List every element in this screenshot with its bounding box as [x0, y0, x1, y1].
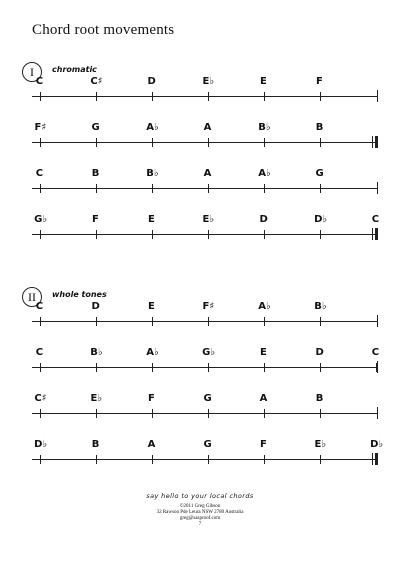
- chord-symbol: E♭: [314, 439, 327, 450]
- chord-symbol: A♭: [146, 347, 159, 358]
- beat-tick: [152, 138, 153, 147]
- beat-tick: [40, 409, 41, 418]
- beat-tick: [320, 409, 321, 418]
- chord-symbol: C: [371, 214, 380, 225]
- chord-symbol: D: [91, 301, 100, 312]
- beat-tick: [264, 317, 265, 326]
- chord-symbol: G: [203, 439, 212, 450]
- beat-tick: [96, 363, 97, 372]
- beat-tick: [40, 184, 41, 193]
- chord-staff: [32, 216, 378, 240]
- beat-tick: [320, 138, 321, 147]
- chord-symbol: A: [203, 168, 212, 179]
- double-barline: [372, 136, 378, 148]
- chord-symbol: D♭: [34, 439, 48, 450]
- beat-tick: [320, 184, 321, 193]
- footer-email: greg@sasproof.com: [179, 516, 221, 521]
- chord-symbol: C: [35, 76, 44, 87]
- staff-line: [32, 96, 378, 97]
- beat-tick: [320, 317, 321, 326]
- staff-line: [32, 234, 378, 235]
- chord-symbol: G: [315, 168, 324, 179]
- chord-symbol: F: [147, 393, 155, 404]
- chord-symbol: B♭: [90, 347, 103, 358]
- chord-staff: [32, 303, 378, 327]
- footer-slogan: say hello to your local chords: [146, 492, 254, 500]
- page-title: Chord root movements: [32, 22, 175, 38]
- chord-symbol: C♯: [90, 76, 103, 87]
- beat-tick: [40, 317, 41, 326]
- chord-symbol: G: [91, 122, 100, 133]
- beat-tick: [264, 138, 265, 147]
- beat-tick: [208, 92, 209, 101]
- beat-tick: [320, 363, 321, 372]
- chord-symbol: D: [315, 347, 324, 358]
- chord-staff: [32, 395, 378, 419]
- double-barline: [372, 228, 378, 240]
- beat-tick: [208, 409, 209, 418]
- chord-symbol: B♭: [314, 301, 327, 312]
- beat-tick: [152, 184, 153, 193]
- chord-symbol: E: [259, 76, 267, 87]
- beat-tick: [208, 455, 209, 464]
- chord-symbol: D♭: [370, 439, 384, 450]
- chord-symbol: E: [259, 347, 267, 358]
- single-barline: [377, 361, 378, 373]
- section-numeral: II: [22, 287, 42, 307]
- chord-symbol: D: [259, 214, 268, 225]
- staff-line: [32, 459, 378, 460]
- chord-symbol: F♯: [202, 301, 215, 312]
- beat-tick: [264, 409, 265, 418]
- beat-tick: [208, 184, 209, 193]
- footer-address: 32 Rawson Pde Leura NSW 2780 Australia: [156, 510, 244, 515]
- chord-symbol: B♭: [146, 168, 159, 179]
- beat-tick: [152, 317, 153, 326]
- chord-symbol: A♭: [258, 301, 271, 312]
- chord-symbol: F: [315, 76, 323, 87]
- beat-tick: [208, 230, 209, 239]
- chord-symbol: C: [35, 301, 44, 312]
- chord-symbol: B: [91, 439, 100, 450]
- chord-symbol: G♭: [202, 347, 216, 358]
- chord-symbol: E♭: [202, 76, 215, 87]
- chord-symbol: G♭: [34, 214, 48, 225]
- footer-copyright: ©2011 Greg Gibson: [179, 504, 221, 509]
- beat-tick: [96, 455, 97, 464]
- chord-symbol: A: [203, 122, 212, 133]
- beat-tick: [152, 409, 153, 418]
- staff-line: [32, 321, 378, 322]
- beat-tick: [264, 363, 265, 372]
- chord-symbol: A♭: [146, 122, 159, 133]
- chord-symbol: F: [259, 439, 267, 450]
- beat-tick: [96, 230, 97, 239]
- section-label: whole tones: [52, 290, 107, 299]
- beat-tick: [96, 184, 97, 193]
- chord-staff: [32, 439, 384, 465]
- chord-symbol: E: [147, 214, 155, 225]
- beat-tick: [40, 92, 41, 101]
- chord-symbol: C: [35, 168, 44, 179]
- beat-tick: [40, 138, 41, 147]
- chord-symbol: F: [91, 214, 99, 225]
- single-barline: [377, 315, 378, 327]
- staff-line: [32, 188, 378, 189]
- beat-tick: [320, 92, 321, 101]
- staff-line: [32, 367, 378, 368]
- chord-symbol: C: [371, 347, 380, 358]
- beat-tick: [40, 230, 41, 239]
- chord-staff: [32, 124, 378, 148]
- beat-tick: [96, 138, 97, 147]
- page-number: 7: [198, 522, 202, 527]
- chord-staff: [32, 78, 378, 102]
- chord-symbol: E♭: [90, 393, 103, 404]
- beat-tick: [40, 455, 41, 464]
- staff-line: [32, 413, 378, 414]
- beat-tick: [152, 92, 153, 101]
- chord-symbol: E♭: [202, 214, 215, 225]
- chord-symbol: C: [35, 347, 44, 358]
- chord-staff: [32, 349, 378, 373]
- chord-symbol: B: [315, 393, 324, 404]
- beat-tick: [208, 363, 209, 372]
- beat-tick: [152, 363, 153, 372]
- chord-symbol: A♭: [258, 168, 271, 179]
- chord-symbol: B: [91, 168, 100, 179]
- beat-tick: [96, 92, 97, 101]
- section-label: chromatic: [52, 65, 97, 74]
- chord-staff: [32, 170, 378, 194]
- chord-symbol: B: [315, 122, 324, 133]
- section-numeral: I: [22, 62, 42, 82]
- beat-tick: [152, 455, 153, 464]
- chord-symbol: D♭: [314, 214, 328, 225]
- beat-tick: [208, 317, 209, 326]
- beat-tick: [208, 138, 209, 147]
- beat-tick: [264, 230, 265, 239]
- beat-tick: [40, 363, 41, 372]
- single-barline: [377, 407, 378, 419]
- chord-symbol: E: [147, 301, 155, 312]
- single-barline: [377, 90, 378, 102]
- beat-tick: [320, 230, 321, 239]
- chord-symbol: B♭: [258, 122, 271, 133]
- beat-tick: [264, 455, 265, 464]
- beat-tick: [320, 455, 321, 464]
- chord-symbol: D: [147, 76, 156, 87]
- chord-symbol: A: [147, 439, 156, 450]
- beat-tick: [96, 317, 97, 326]
- beat-tick: [264, 92, 265, 101]
- staff-line: [32, 142, 378, 143]
- chord-symbol: C♯: [34, 393, 47, 404]
- chord-symbol: A: [259, 393, 268, 404]
- single-barline: [377, 182, 378, 194]
- chord-symbol: G: [203, 393, 212, 404]
- beat-tick: [96, 409, 97, 418]
- beat-tick: [152, 230, 153, 239]
- double-barline: [372, 453, 378, 465]
- chord-symbol: F♯: [34, 122, 47, 133]
- beat-tick: [264, 184, 265, 193]
